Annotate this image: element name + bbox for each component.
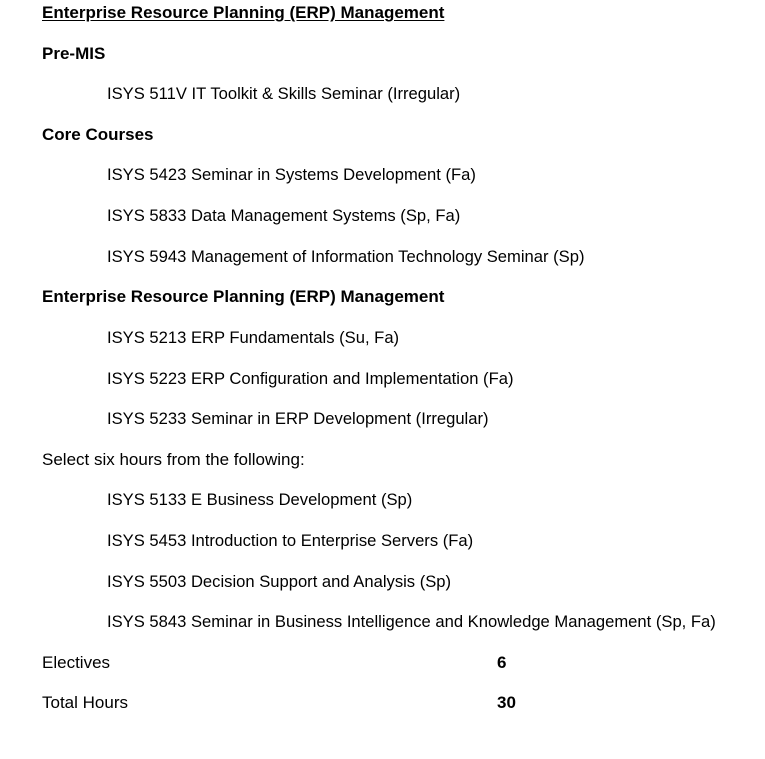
course-item: ISYS 5423 Seminar in Systems Development (Fa) (107, 165, 476, 184)
total-hours-row (42, 691, 642, 715)
course-item: ISYS 5233 Seminar in ERP Development (Irregular) (107, 409, 489, 428)
total-hours-value: 30 (497, 693, 516, 712)
total-hours-label: Total Hours (42, 693, 128, 712)
course-item: ISYS 5223 ERP Configuration and Implementation (Fa) (107, 369, 514, 388)
course-item: ISYS 5453 Introduction to Enterprise Servers (Fa) (107, 531, 474, 550)
course-item: ISYS 5843 Seminar in Business Intelligence and Knowledge Management (Sp, Fa) (107, 612, 716, 631)
course-item: ISYS 5213 ERP Fundamentals (Su, Fa) (107, 328, 400, 347)
course-item: ISYS 5943 Management of Information Technology Seminar (Sp) (107, 247, 585, 266)
course-item: ISYS 5833 Data Management Systems (Sp, Fa) (107, 206, 461, 225)
document-title: Enterprise Resource Planning (ERP) Management (42, 3, 445, 22)
course-item: ISYS 5503 Decision Support and Analysis (Sp) (107, 572, 452, 591)
course-item: ISYS 5133 E Business Development (Sp) (107, 490, 413, 509)
electives-value: 6 (497, 653, 507, 672)
course-item: ISYS 511V IT Toolkit & Skills Seminar (Irregular) (107, 84, 461, 103)
section-heading-core: Core Courses (42, 125, 154, 144)
section-heading-erp: Enterprise Resource Planning (ERP) Management (42, 287, 445, 306)
section-heading-select: Select six hours from the following: (42, 450, 305, 469)
section-heading-pre-mis: Pre-MIS (42, 44, 106, 63)
electives-label: Electives (42, 653, 111, 672)
electives-row (42, 651, 642, 675)
